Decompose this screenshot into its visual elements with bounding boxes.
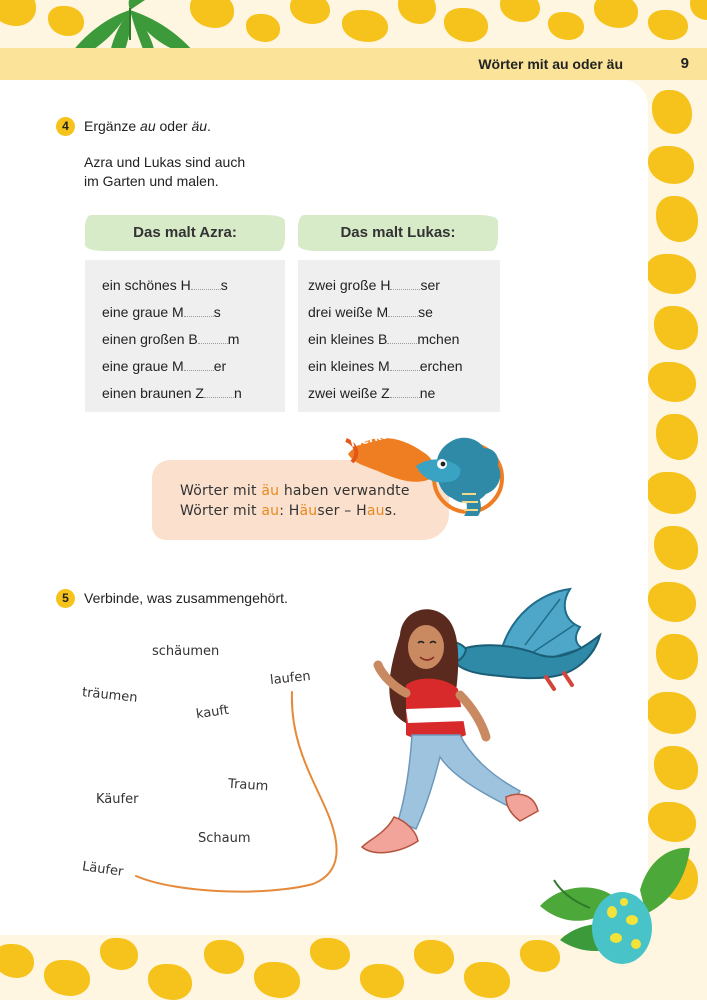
blank-field[interactable]	[390, 356, 420, 371]
blank-field[interactable]	[387, 329, 417, 344]
blank-field[interactable]	[184, 302, 214, 317]
word-schaeumen[interactable]: schäumen	[152, 644, 220, 659]
word-traum[interactable]: Traum	[227, 776, 269, 795]
instruction-au: au	[140, 118, 156, 134]
blank-field[interactable]	[204, 383, 234, 398]
girl-with-dragon-illustration	[360, 585, 630, 875]
fill-in-item: einen großen B m	[102, 331, 240, 347]
dragon-egg-leaves-illustration	[520, 840, 707, 970]
connection-line-laeufer-laufen	[128, 684, 348, 899]
column-box-azra	[85, 260, 285, 412]
page-number: 9	[680, 55, 689, 72]
task-5-number-badge: 5	[56, 589, 75, 608]
fill-in-item: einen braunen Z n	[102, 385, 242, 401]
fill-in-item: zwei große H ser	[308, 277, 440, 293]
fill-in-item: ein kleines B mchen	[308, 331, 460, 347]
task-4-instruction: Ergänze au oder äu.	[84, 118, 211, 134]
task-4-number-badge: 4	[56, 117, 75, 136]
word-laeufer[interactable]: Läufer	[81, 859, 125, 880]
word-kauft[interactable]: kauft	[195, 702, 230, 723]
blank-field[interactable]	[198, 329, 228, 344]
fill-in-item: drei weiße M se	[308, 304, 433, 320]
header-title: Wörter mit au oder äu	[478, 56, 623, 72]
word-kaeufer[interactable]: Käufer	[96, 792, 139, 807]
word-schaum[interactable]: Schaum	[198, 831, 251, 846]
merke-label: Merke!	[349, 426, 395, 451]
column-box-lukas	[298, 260, 500, 412]
word-laufen[interactable]: laufen	[269, 668, 312, 689]
blank-field[interactable]	[390, 275, 420, 290]
fill-in-item: eine graue M s	[102, 304, 221, 320]
fill-in-item: ein kleines M erchen	[308, 358, 463, 374]
column-heading-azra: Das malt Azra:	[85, 215, 285, 251]
fill-in-item: eine graue M er	[102, 358, 227, 374]
merke-line-2: Wörter mit au: Häuser – Haus.	[180, 503, 397, 519]
blank-field[interactable]	[388, 302, 418, 317]
blank-field[interactable]	[184, 356, 214, 371]
task-5-instruction: Verbinde, was zusammengehört.	[84, 590, 288, 606]
fill-in-item: ein schönes H s	[102, 277, 228, 293]
word-traeumen[interactable]: träumen	[81, 685, 139, 706]
giraffe-pattern-right	[640, 80, 707, 940]
merke-line-1: Wörter mit äu haben verwandte	[180, 483, 410, 499]
instruction-aeu: äu	[191, 118, 208, 134]
task-4-intro: Azra und Lukas sind auch im Garten und malen.	[84, 154, 246, 189]
column-heading-lukas: Das malt Lukas:	[298, 215, 498, 251]
blank-field[interactable]	[191, 275, 221, 290]
blank-field[interactable]	[390, 383, 420, 398]
fill-in-item: zwei weiße Z ne	[308, 385, 436, 401]
